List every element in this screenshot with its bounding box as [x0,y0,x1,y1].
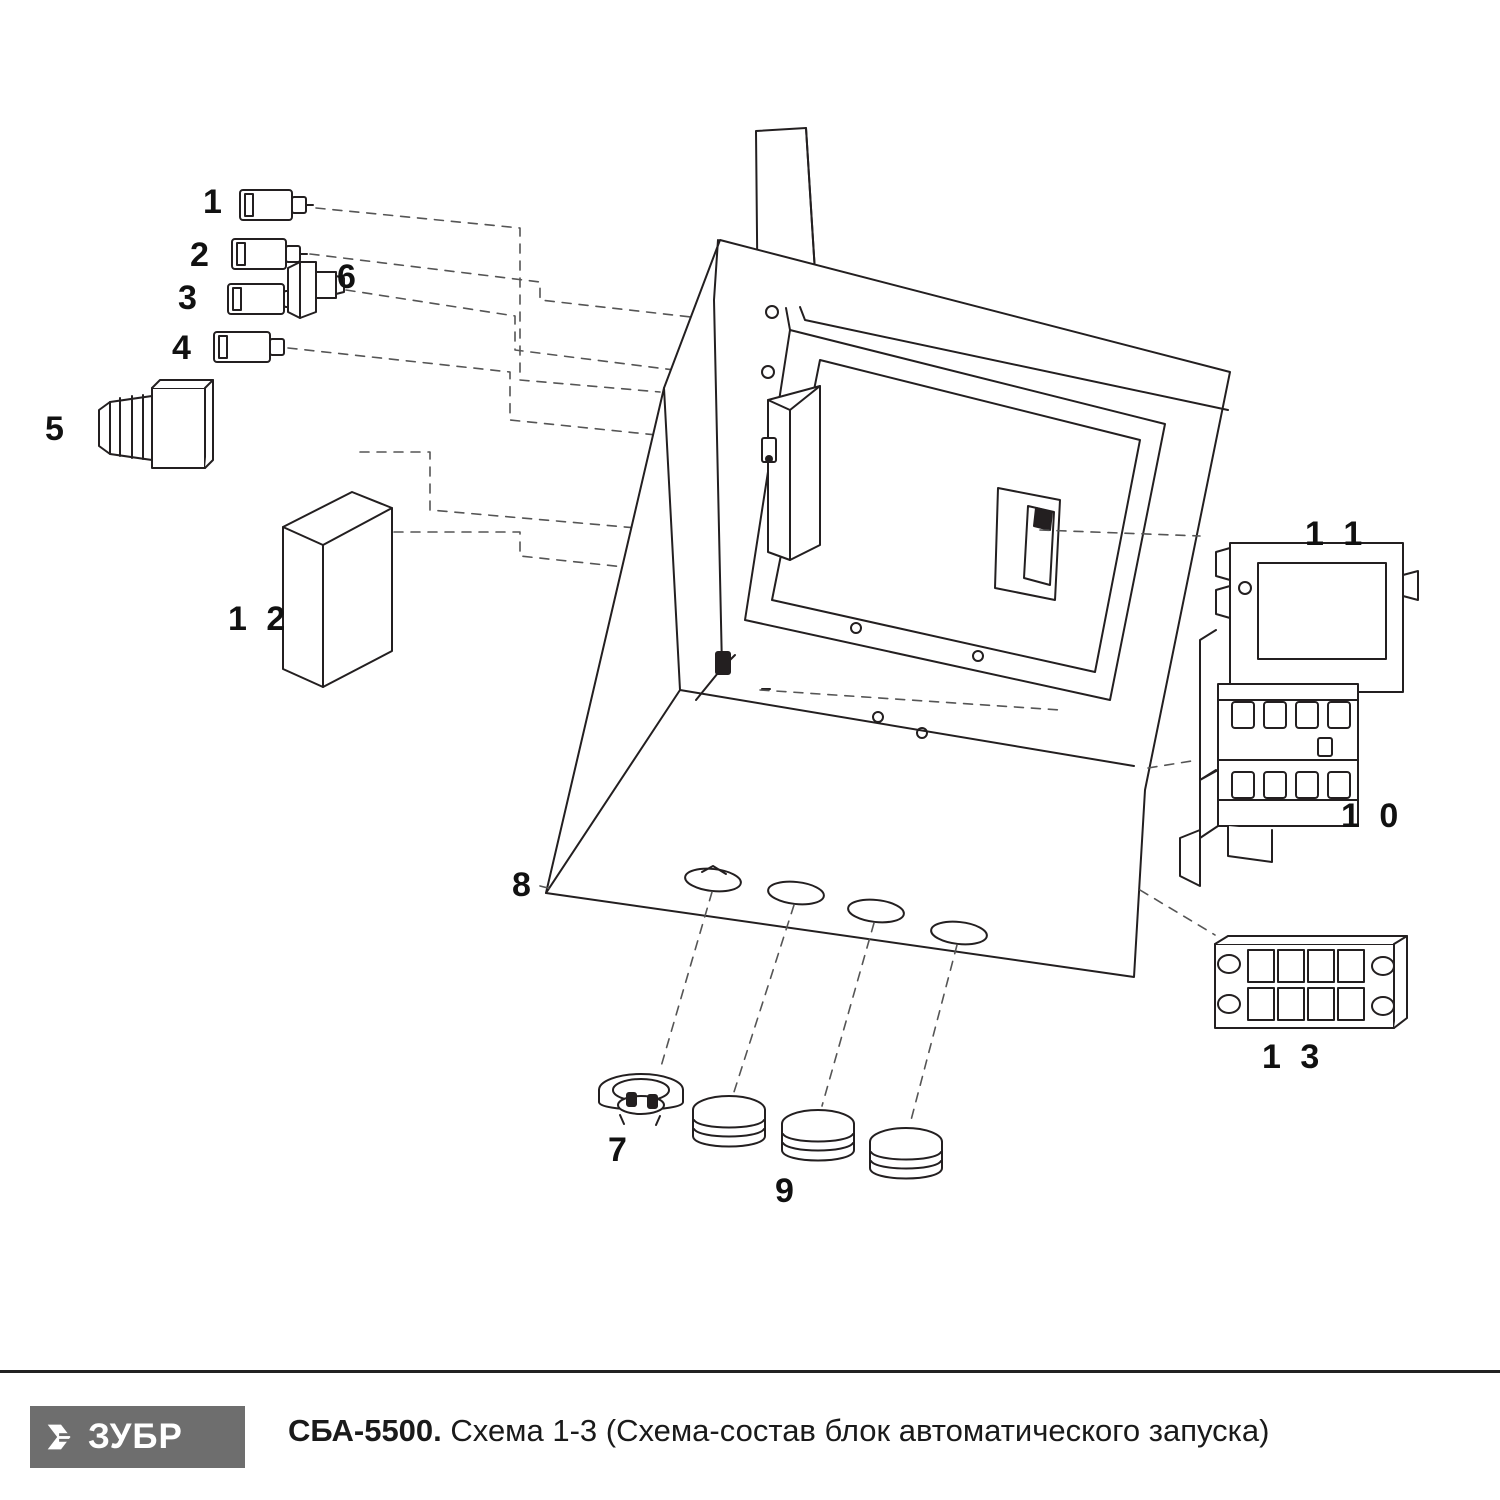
callout-12: 1 2 [228,600,291,638]
part-blank-cap-group [693,1096,942,1179]
part-connector-bushing [99,380,213,468]
callout-2: 2 [190,236,214,274]
model-code: СБА-5500. [288,1413,442,1448]
part-blank-cap [693,1096,765,1147]
part-threaded-adapter [288,262,344,318]
brand-name: ЗУБР [88,1417,183,1456]
arrow-logo-icon [42,1418,80,1456]
callout-10: 1 0 [1341,797,1404,835]
callout-3: 3 [178,279,202,317]
footer-bar [0,1370,1500,1500]
part-blank-cap [782,1110,854,1161]
callout-1: 1 [203,183,227,221]
callout-4: 4 [172,329,196,367]
callout-13: 1 3 [1262,1038,1325,1076]
callout-11: 1 1 [1305,515,1368,553]
diagram-description: Схема 1-3 (Схема-состав блок автоматического запуска) [450,1413,1270,1448]
brand-logo [30,1406,245,1468]
callout-9: 9 [775,1172,799,1210]
callout-7: 7 [608,1131,632,1169]
diagram-caption [288,1413,1269,1449]
part-fuse-holder-4 [214,332,284,362]
part-blank-cap [870,1128,942,1179]
part-terminal-block [1215,936,1407,1028]
part-battery-block [283,492,392,687]
callout-6: 6 [337,258,361,296]
callout-5: 5 [45,410,69,448]
callout-8: 8 [512,866,536,904]
part-enclosure-housing [546,128,1230,977]
part-fuse-holder-1 [240,190,313,220]
part-socket-outlet [599,1074,683,1125]
